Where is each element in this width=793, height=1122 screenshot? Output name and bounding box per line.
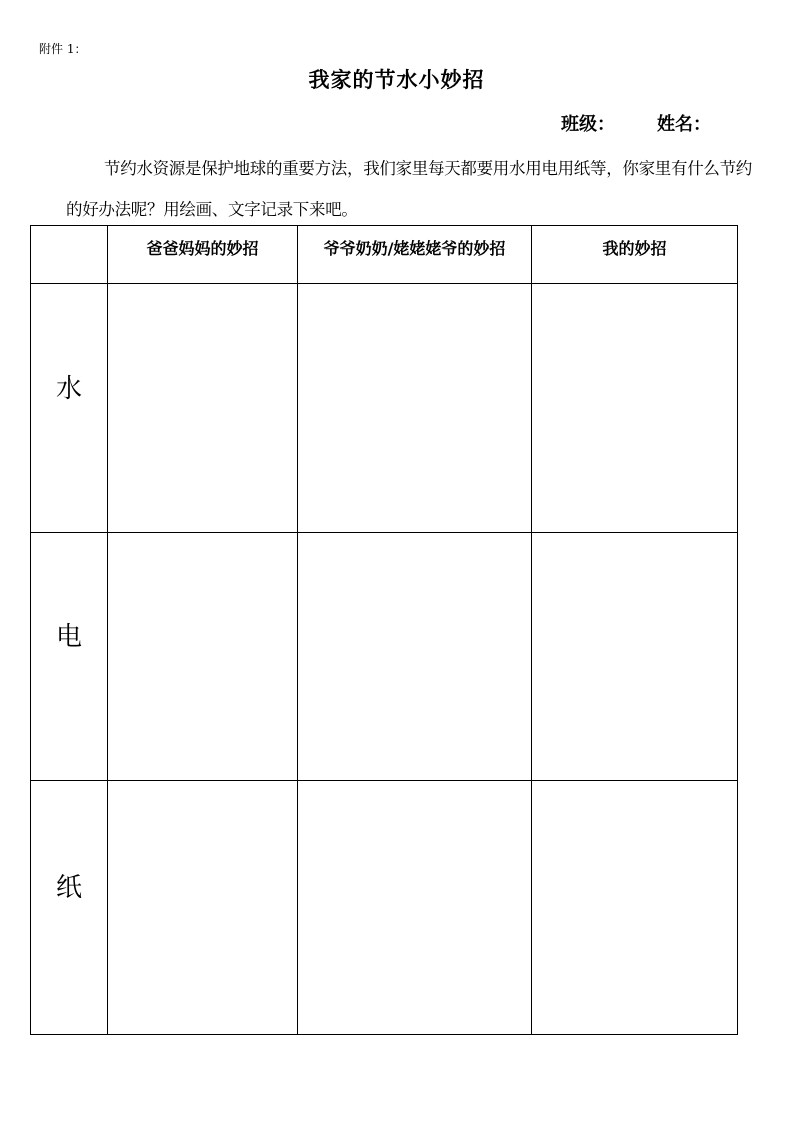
tips-table	[30, 225, 738, 1035]
electricity-parents-cell[interactable]	[108, 533, 298, 781]
row-label-water	[31, 284, 108, 533]
row-label-text: 纸	[55, 873, 82, 903]
row-label-paper	[31, 781, 108, 1035]
paper-grandparents-cell[interactable]	[298, 781, 532, 1035]
table-row-water	[31, 284, 738, 533]
class-label: 班级：	[561, 114, 615, 135]
water-parents-cell[interactable]	[108, 284, 298, 533]
paper-parents-cell[interactable]	[108, 781, 298, 1035]
header-corner-cell	[31, 226, 108, 284]
name-label: 姓名：	[657, 114, 711, 135]
header-grandparents-tips: 爷爷奶奶/姥姥姥爷的妙招	[298, 226, 532, 284]
row-label-text: 电	[55, 622, 82, 652]
electricity-grandparents-cell[interactable]	[298, 533, 532, 781]
header-parents-tips: 爸爸妈妈的妙招	[108, 226, 298, 284]
water-grandparents-cell[interactable]	[298, 284, 532, 533]
page-title: 我家的节水小妙招	[308, 68, 485, 92]
row-label-electricity	[31, 533, 108, 781]
attachment-label: 附件 1：	[39, 42, 87, 56]
header-my-tips: 我的妙招	[532, 226, 738, 284]
electricity-my-cell[interactable]	[532, 533, 738, 781]
table-header-row	[31, 226, 738, 284]
table-row-paper	[31, 781, 738, 1035]
paper-my-cell[interactable]	[532, 781, 738, 1035]
table-row-electricity	[31, 533, 738, 781]
row-label-text: 水	[55, 373, 82, 404]
intro-paragraph: 节约水资源是保护地球的重要方法，我们家里每天都要用水用电用纸等，你家里有什么节约的好办法呢？用绘画、文字记录下来吧。	[66, 159, 753, 219]
water-my-cell[interactable]	[532, 284, 738, 533]
